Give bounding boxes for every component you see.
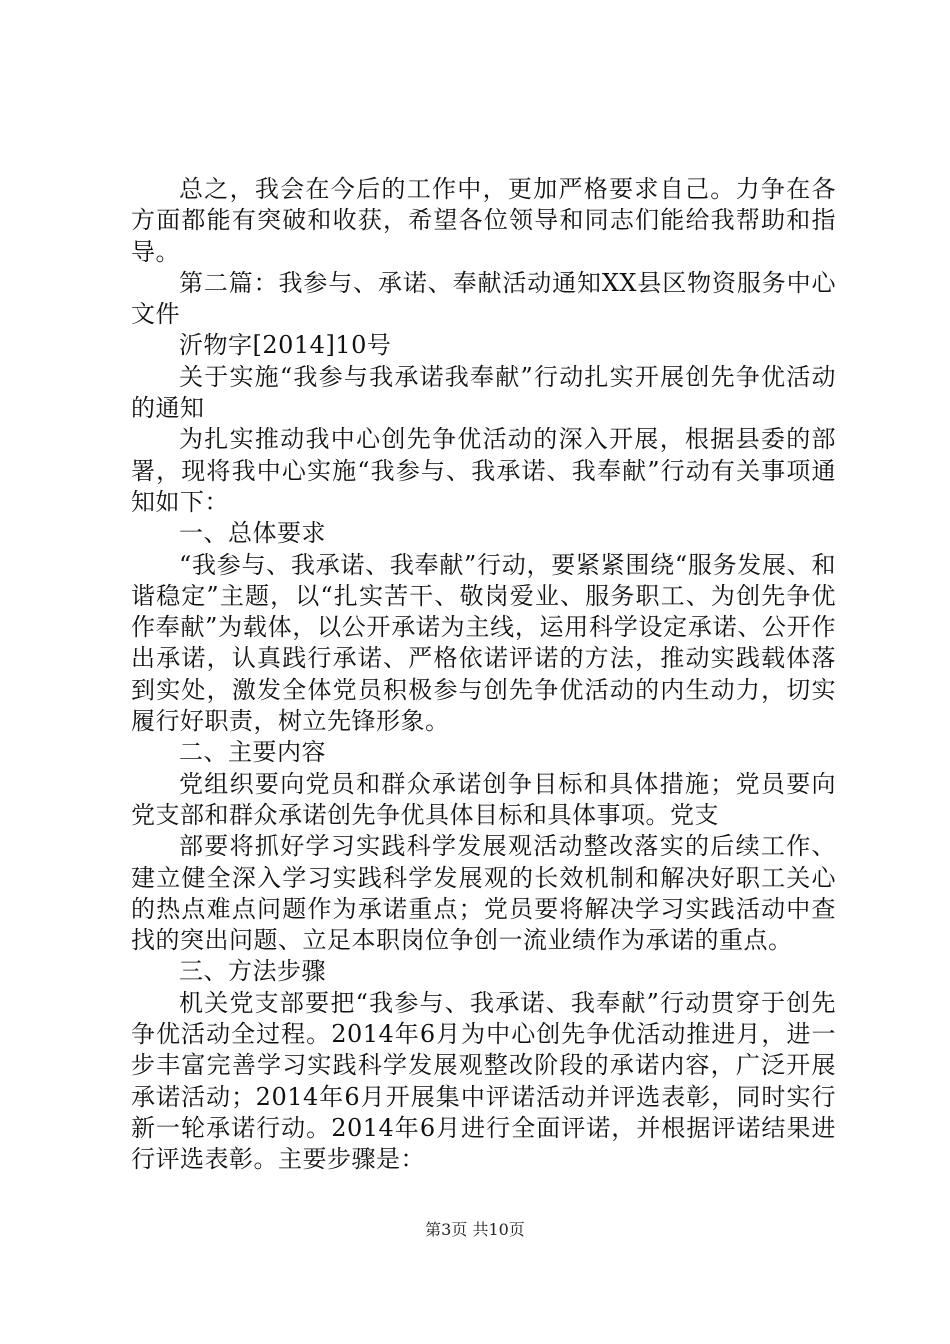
heading-method-steps: 三、方法步骤: [179, 957, 326, 986]
paragraph-section-title: 第二篇：我参与、承诺、奉献活动通知XX县区物资服务中心文件: [131, 268, 836, 329]
paragraph-method-steps: 机关党支部要把“我参与、我承诺、我奉献”行动贯穿于创先争优活动全过程。2014年6月为中心创先争优活动推进月，进一步丰富完善学习实践科学发展观整改阶段的承诺内容，广泛开展承诺活动；2014年6月开展集中评诺活动并评选表彰，同时实行新一轮承诺行动。2014年6月进行全面评诺，并根据评诺结果进行评选表彰。主要步骤是：: [131, 988, 836, 1174]
paragraph-main-content-1: 党组织要向党员和群众承诺创争目标和具体措施；党员要向党支部和群众承诺创先争优具体目标和具体事项。党支: [131, 769, 836, 829]
paragraph-main-content-2: 部要将抓好学习实践科学发展观活动整改落实的后续工作、建立健全深入学习实践科学发展观的长效机制和解决好职工关心的热点难点问题作为承诺重点；党员要将解决学习实践活动中查找的突出问题、立足本职岗位争创一流业绩作为承诺的重点。: [131, 832, 836, 955]
paragraph-conclusion: 总之，我会在今后的工作中，更加严格要求自己。力争在各方面都能有突破和收获，希望各位领导和同志们能给我帮助和指导。: [131, 175, 836, 266]
heading-main-content: 二、主要内容: [179, 738, 326, 767]
document-body: [131, 174, 836, 1176]
heading-general-requirements: 一、总体要求: [179, 519, 326, 548]
paragraph-doc-number: 沂物字[2014]10号: [179, 331, 392, 360]
paragraph-intro: 为扎实推动我中心创先争优活动的深入开展，根据县委的部署，现将我中心实施“我参与、我承诺、我奉献”行动有关事项通知如下：: [131, 425, 836, 516]
paragraph-notice-title: 关于实施“我参与我承诺我奉献”行动扎实开展创先争优活动的通知: [131, 362, 836, 423]
paragraph-general-requirements: “我参与、我承诺、我奉献”行动，要紧紧围绕“服务发展、和谐稳定”主题，以“扎实苦干、敬岗爱业、服务职工、为创先争优作奉献”为载体，以公开承诺为主线，运用科学设定承诺、公开作出承诺，认真践行承诺、严格依诺评诺的方法，推动实践载体落到实处，激发全体党员积极参与创先争优活动的内生动力，切实履行好职责，树立先锋形象。: [131, 550, 836, 736]
page-footer: 第3页 共10页: [425, 1220, 525, 1239]
